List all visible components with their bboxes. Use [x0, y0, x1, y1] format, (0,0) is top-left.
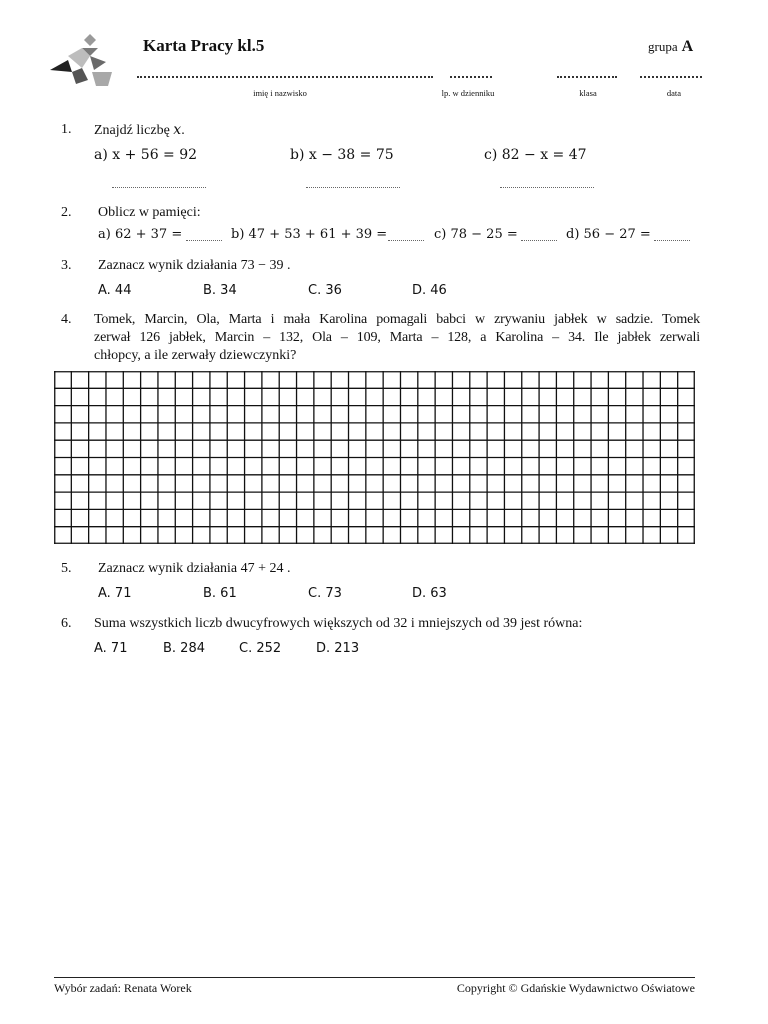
footer-copyright: Copyright © Gdańskie Wydawnictwo Oświatowe	[456, 981, 695, 995]
answer-grid[interactable]	[54, 371, 695, 544]
question-4-line-3: chłopcy, a ile zerwały dziewczynki?	[94, 348, 297, 363]
question-3-option-c[interactable]: C. 36	[308, 283, 342, 298]
question-6-number: 6.	[61, 616, 72, 631]
answer-line-2a[interactable]	[186, 239, 222, 241]
question-4-line-1: Tomek, Marcin, Ola, Marta i mała Karolina pomagali babci w zrywaniu jabłek w sadzie. Tomek	[94, 312, 700, 327]
question-2-part-a: a) 62 + 37 =	[98, 227, 183, 242]
question-2-part-c: c) 78 − 25 =	[434, 227, 518, 242]
question-6-text: Suma wszystkich liczb dwucyfrowych większych od 32 i mniejszych od 39 jest równa:	[94, 616, 583, 631]
question-1-period: .	[181, 123, 185, 138]
name-field-label: imię i nazwisko	[253, 88, 307, 98]
date-field-line[interactable]	[640, 74, 702, 78]
tangram-logo	[48, 32, 116, 88]
question-6-option-b[interactable]: B. 284	[163, 641, 205, 656]
group-indicator	[648, 38, 693, 56]
question-1-text	[94, 122, 185, 139]
number-field-label: lp. w dzienniku	[441, 88, 495, 98]
answer-line-2d[interactable]	[654, 239, 690, 241]
question-3-option-a[interactable]: A. 44	[98, 283, 132, 298]
question-3-text: Zaznacz wynik działania 73 − 39 .	[98, 258, 291, 273]
group-letter: A	[681, 38, 694, 55]
question-1-number: 1.	[61, 122, 72, 137]
group-label: grupa	[648, 39, 678, 54]
question-5-number: 5.	[61, 561, 72, 576]
question-5-option-c[interactable]: C. 73	[308, 586, 342, 601]
footer-author: Wybór zadań: Renata Worek	[54, 981, 192, 995]
class-field-label: klasa	[579, 88, 597, 98]
name-field-line[interactable]	[137, 74, 433, 78]
question-1-part-c: c) 82 − x = 47	[484, 147, 587, 163]
question-1-variable: x	[173, 122, 182, 138]
question-6-option-c[interactable]: C. 252	[239, 641, 282, 656]
answer-line-2b[interactable]	[388, 239, 424, 241]
question-3-number: 3.	[61, 258, 72, 273]
question-2-number: 2.	[61, 205, 72, 220]
question-1-part-a: a) x + 56 = 92	[94, 147, 198, 163]
question-5-option-b[interactable]: B. 61	[203, 586, 237, 601]
question-5-option-d[interactable]: D. 63	[412, 586, 447, 601]
question-6-option-d[interactable]: D. 213	[316, 641, 360, 656]
number-field-line[interactable]	[450, 74, 492, 78]
question-3-option-b[interactable]: B. 34	[203, 283, 237, 298]
question-6-option-a[interactable]: A. 71	[94, 641, 128, 656]
question-4-number: 4.	[61, 312, 72, 327]
answer-line-1a[interactable]	[112, 186, 206, 188]
question-1-part-b: b) x − 38 = 75	[290, 147, 394, 163]
question-2-part-d: d) 56 − 27 =	[566, 227, 651, 242]
footer-divider	[54, 977, 695, 978]
question-4-line-2: zerwał 126 jabłek, Marcin – 132, Ola – 109, Marta – 128, a Karolina – 34. Ile jabłek zerwali	[94, 330, 700, 345]
class-field-line[interactable]	[557, 74, 617, 78]
question-3-option-d[interactable]: D. 46	[412, 283, 447, 298]
page-title: Karta Pracy kl.5	[143, 36, 265, 55]
question-1-prompt: Znajdź liczbę	[94, 123, 170, 138]
question-2-part-b: b) 47 + 53 + 61 + 39 =	[231, 227, 388, 242]
answer-line-1c[interactable]	[500, 186, 594, 188]
question-5-text: Zaznacz wynik działania 47 + 24 .	[98, 561, 291, 576]
date-field-label: data	[666, 88, 682, 98]
question-5-option-a[interactable]: A. 71	[98, 586, 132, 601]
answer-line-2c[interactable]	[521, 239, 557, 241]
question-2-text: Oblicz w pamięci:	[98, 205, 201, 220]
answer-line-1b[interactable]	[306, 186, 400, 188]
